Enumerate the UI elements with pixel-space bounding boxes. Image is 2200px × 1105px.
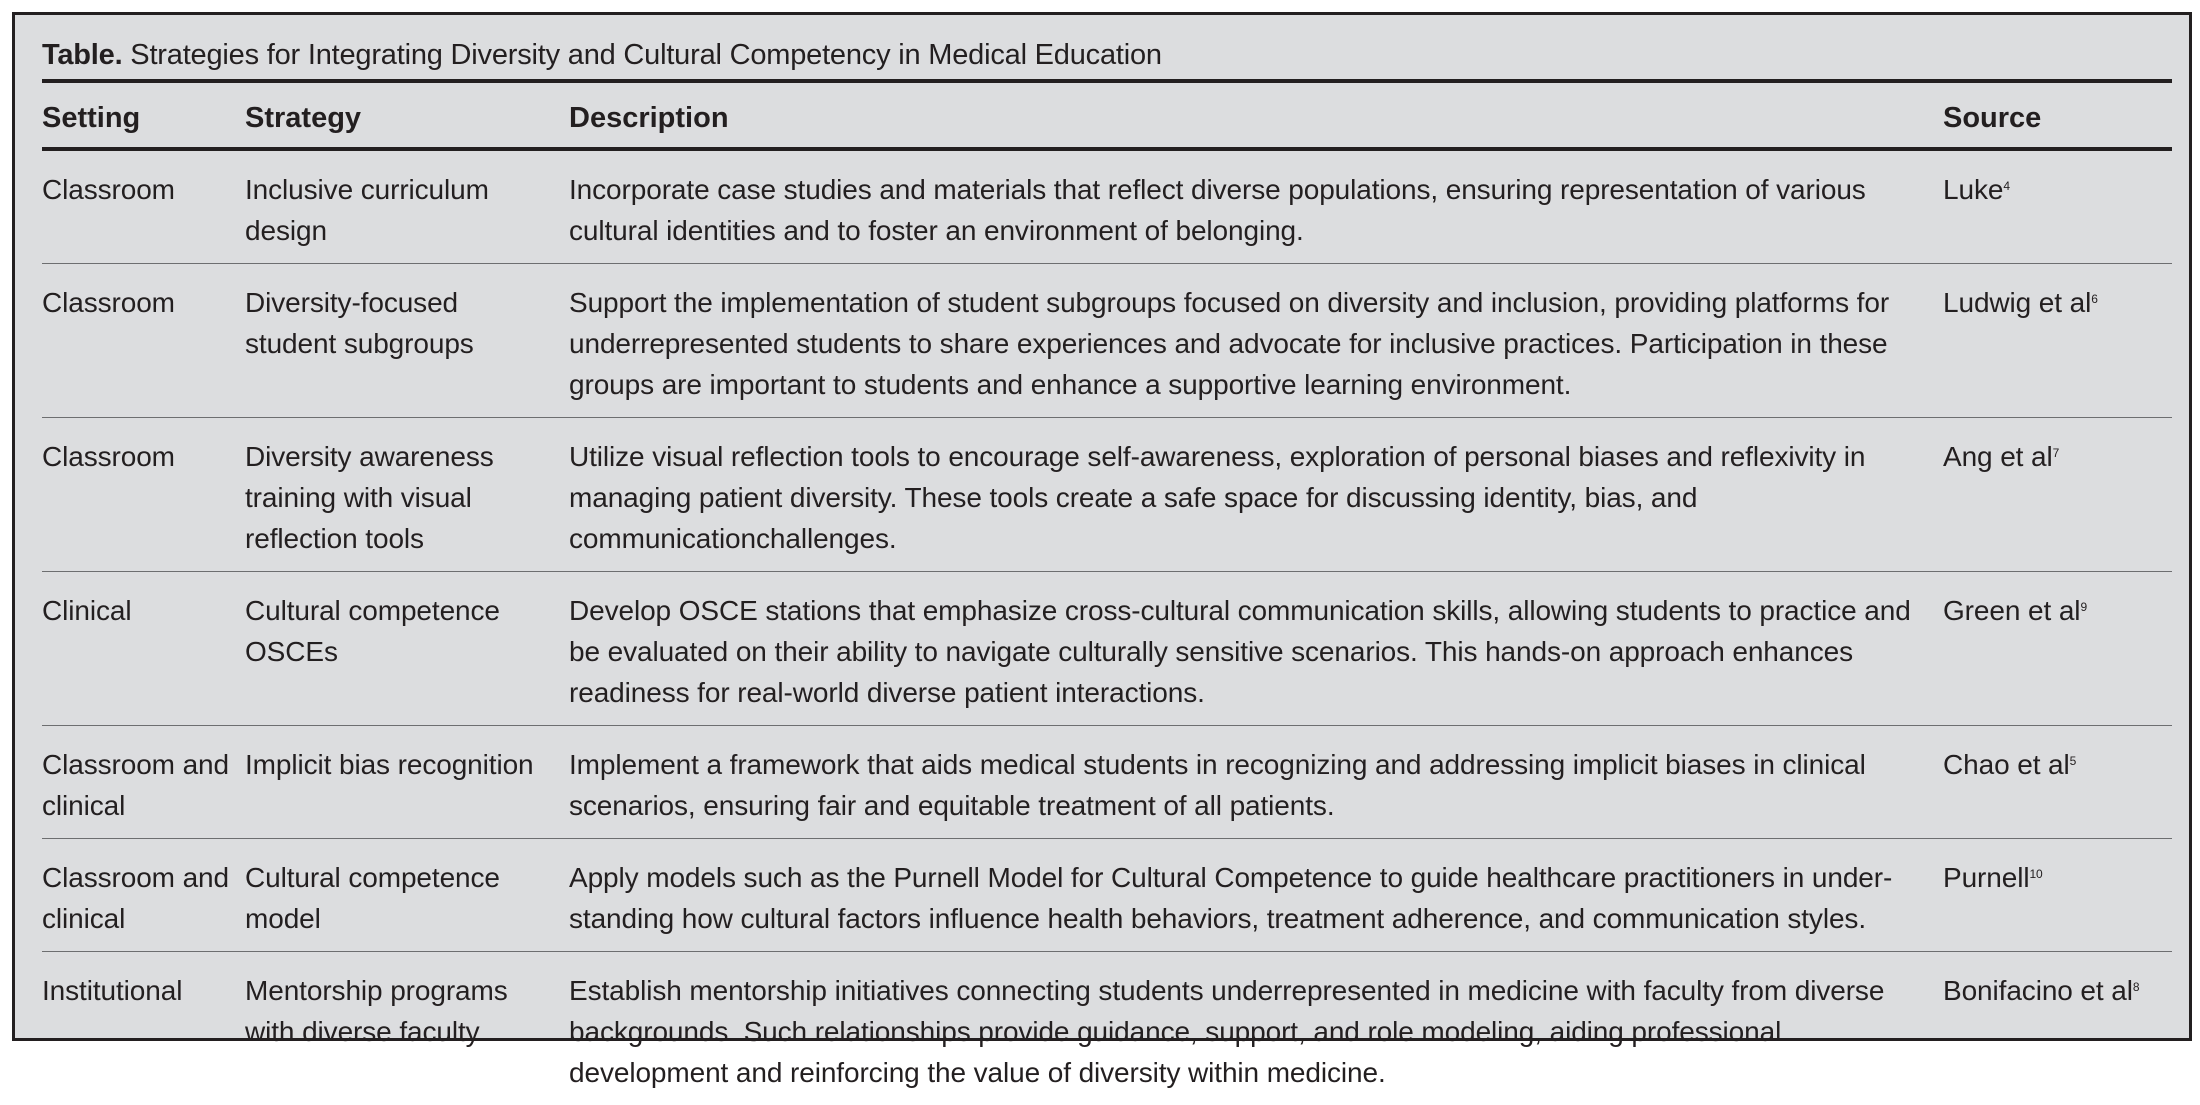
table-row [42,726,2172,839]
cell-setting: Classroom [42,418,245,572]
table-container [42,35,2172,1105]
cell-description: Apply models such as the Purnell Model for Cultural Competence to guide healthcare practitioners in under-standing how cultural factors influence health behaviors, treatment adherence, and communication styles. [569,839,1943,952]
cell-description: Develop OSCE stations that emphasize cross-cultural communication skills, allowing students to practice and be evaluated on their ability to navigate culturally sensitive scenarios. This hands-on approach enhances readiness for real-world diverse patient interactions. [569,572,1943,726]
table-row [42,952,2172,1105]
reference-number: 10 [2029,867,2042,881]
table-frame [12,12,2192,1041]
table-row [42,572,2172,726]
cell-strategy: Cultural competence model [245,839,569,952]
reference-number: 7 [2053,446,2060,460]
cell-setting: Classroom and clinical [42,839,245,952]
source-name: Chao et al [1943,749,2070,780]
table-row [42,149,2172,264]
source-name: Green et al [1943,595,2080,626]
cell-strategy: Implicit bias recognition [245,726,569,839]
source-name: Ang et al [1943,441,2053,472]
source-name: Ludwig et al [1943,287,2091,318]
cell-strategy: Inclusive curriculum design [245,149,569,264]
cell-description: Support the implementation of student subgroups focused on diversity and inclusion, providing platforms for underrepresented students to share experiences and advocate for inclusive practices. Participation in these groups are important to students and enhance a supportive learning environment. [569,264,1943,418]
table-row [42,418,2172,572]
cell-source [1943,149,2172,264]
reference-number: 6 [2091,292,2098,306]
cell-description: Incorporate case studies and materials that reflect diverse populations, ensuring representation of various cultural identities and to foster an environment of belonging. [569,149,1943,264]
cell-strategy: Cultural competence OSCEs [245,572,569,726]
reference-number: 9 [2080,600,2087,614]
cell-description: Establish mentorship initiatives connecting students underrepresented in medicine with faculty from diverse backgrounds. Such relationships provide guidance, support, and role modeling, aiding professional development and reinforcing the value of diversity within medicine. [569,952,1943,1105]
cell-source [1943,418,2172,572]
reference-number: 5 [2070,754,2077,768]
header-row [42,81,2172,149]
table-caption [42,35,2172,79]
source-name: Luke [1943,174,2003,205]
cell-setting: Classroom [42,264,245,418]
header-strategy: Strategy [245,81,569,149]
caption-title: Strategies for Integrating Diversity and Cultural Competency in Medical Education [122,39,1161,71]
cell-setting: Clinical [42,572,245,726]
cell-setting: Classroom and clinical [42,726,245,839]
cell-source [1943,264,2172,418]
cell-strategy: Diversity awareness training with visual reflection tools [245,418,569,572]
header-source: Source [1943,81,2172,149]
header-setting: Setting [42,81,245,149]
cell-setting: Classroom [42,149,245,264]
strategies-table [42,79,2172,1105]
table-row [42,839,2172,952]
cell-setting: Institutional [42,952,245,1105]
source-name: Bonifacino et al [1943,975,2133,1006]
cell-strategy: Diversity-focused student subgroups [245,264,569,418]
cell-source [1943,572,2172,726]
cell-description: Utilize visual reflection tools to encourage self-awareness, exploration of personal biases and reflexivity in managing patient diversity. These tools create a safe space for discussing identity, bias, and communicationchallenges. [569,418,1943,572]
cell-source [1943,952,2172,1105]
cell-source [1943,839,2172,952]
reference-number: 4 [2003,179,2010,193]
source-name: Purnell [1943,862,2029,893]
cell-strategy: Mentorship programs with diverse faculty [245,952,569,1105]
caption-lead: Table. [42,39,122,71]
reference-number: 8 [2133,980,2140,994]
cell-source [1943,726,2172,839]
table-header [42,81,2172,149]
table-body [42,149,2172,1105]
header-description: Description [569,81,1943,149]
table-row [42,264,2172,418]
cell-description: Implement a framework that aids medical students in recognizing and addressing implicit biases in clinical scenarios, ensuring fair and equitable treatment of all patients. [569,726,1943,839]
